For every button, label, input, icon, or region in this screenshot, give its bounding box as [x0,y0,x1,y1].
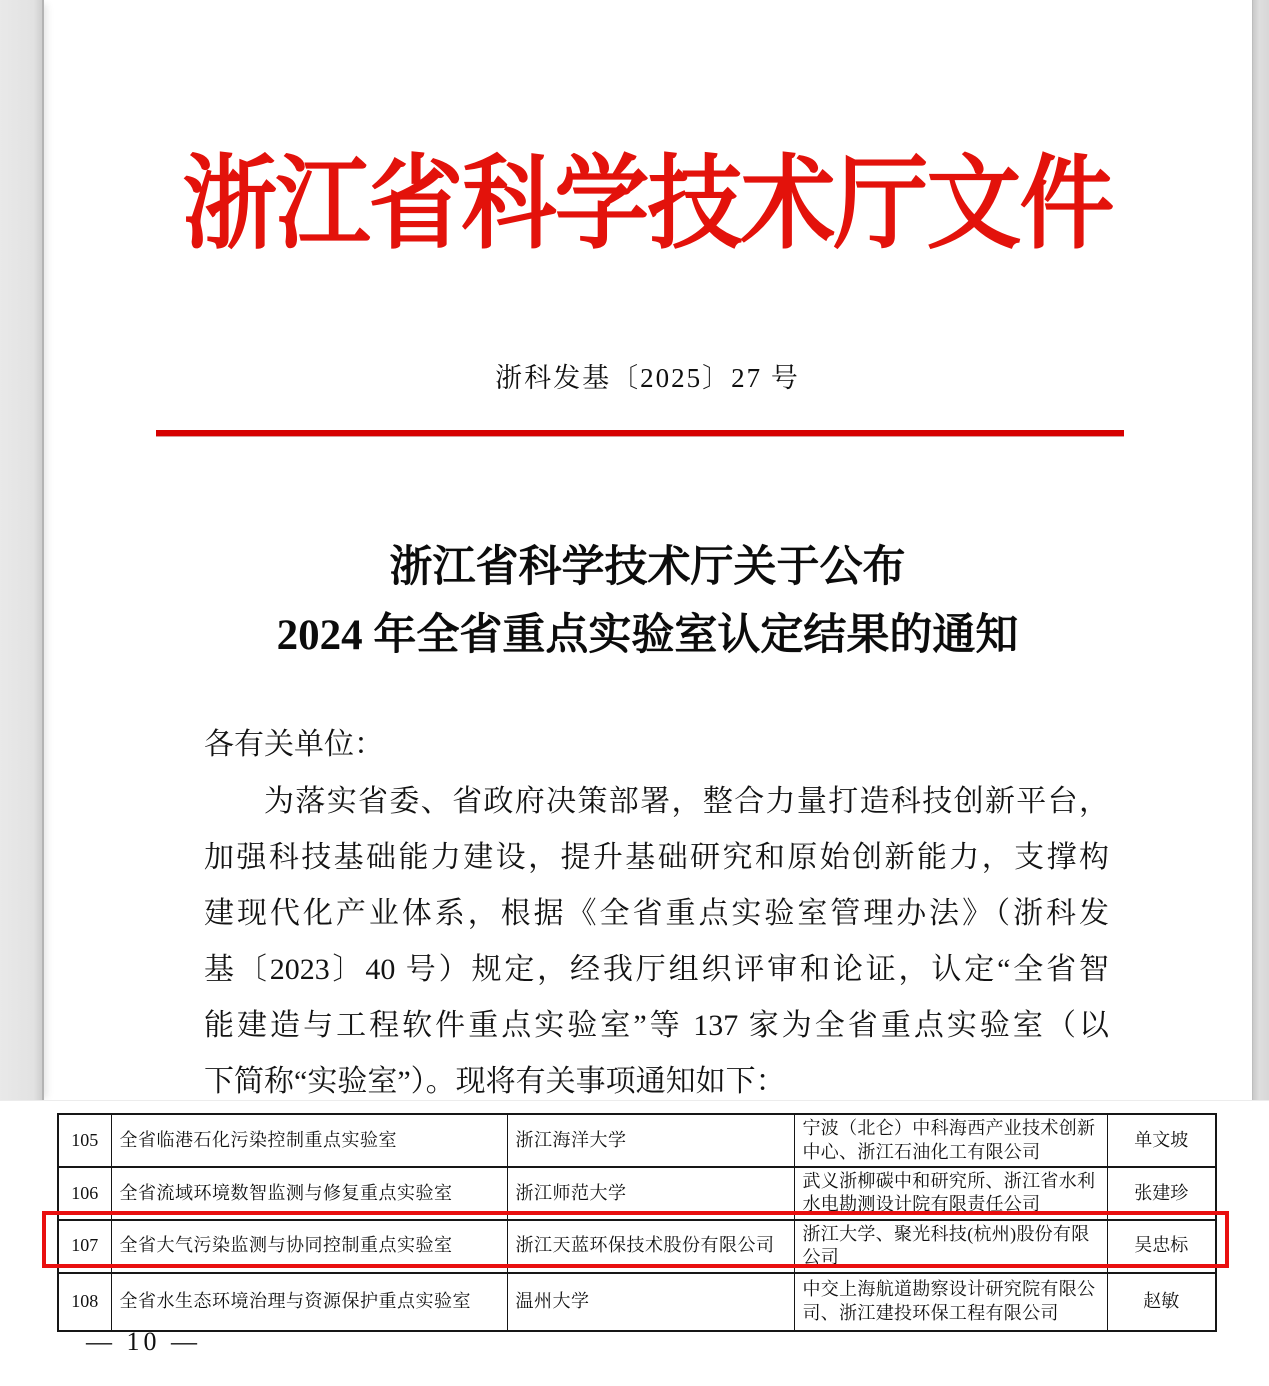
lab-name: 全省水生态环境治理与资源保护重点实验室 [111,1273,507,1331]
partner-orgs: 中交上海航道勘察设计研究院有限公司、浙江建投环保工程有限公司 [794,1273,1107,1331]
director-name: 单文坡 [1107,1114,1216,1167]
row-number: 105 [58,1114,111,1167]
partner-orgs: 浙江大学、聚光科技(杭州)股份有限公司 [794,1220,1107,1273]
body-line: 能建造与工程软件重点实验室”等 137 家为全省重点实验室（以 [204,1009,1109,1042]
table-row-highlighted [58,1220,1216,1273]
body-line: 建现代化产业体系，根据《全省重点实验室管理办法》（浙科发 [204,897,1109,930]
page-number: — 10 — [86,1327,201,1356]
body-line: 基〔2023〕40 号）规定，经我厅组织评审和论证，认定“全省智 [204,953,1109,986]
host-org: 浙江海洋大学 [507,1114,794,1167]
lab-name: 全省大气污染监测与协同控制重点实验室 [111,1220,507,1273]
lab-name: 全省临港石化污染控制重点实验室 [111,1114,507,1167]
table-row [58,1114,1216,1167]
doc-number: 浙科发基〔2025〕27 号 [495,363,800,393]
right-page-edge [1252,0,1269,1102]
director-name: 赵敏 [1107,1273,1216,1331]
results-table [57,1113,1217,1332]
row-number: 106 [58,1167,111,1220]
partner-orgs: 宁波（北仑）中科海西产业技术创新中心、浙江石油化工有限公司 [794,1114,1107,1167]
host-org: 温州大学 [507,1273,794,1331]
body-line: 加强科技基础能力建设，提升基础研究和原始创新能力，支撑构 [204,841,1109,874]
body-line: 下简称“实验室”）。现将有关事项通知如下： [204,1065,786,1098]
director-name: 吴忠标 [1107,1220,1216,1273]
results-table-section [0,1100,1269,1386]
document-body [44,0,1251,1102]
salutation: 各有关单位： [204,728,384,761]
row-number: 107 [58,1220,111,1273]
red-divider-line [156,430,1124,436]
left-page-edge [0,0,44,1102]
table-row [58,1273,1216,1331]
row-number: 108 [58,1273,111,1331]
table-row [58,1167,1216,1220]
letterhead-title: 浙江省科学技术厅文件 [182,149,1113,262]
partner-orgs: 武义浙柳碳中和研究所、浙江省水利水电勘测设计院有限责任公司 [794,1167,1107,1220]
lab-name: 全省流域环境数智监测与修复重点实验室 [111,1167,507,1220]
host-org: 浙江天蓝环保技术股份有限公司 [507,1220,794,1273]
body-line: 为落实省委、省政府决策部署，整合力量打造科技创新平台， [264,785,1109,818]
notice-title-line1: 浙江省科学技术厅关于公布 [389,544,906,591]
notice-title-line2: 2024 年全省重点实验室认定结果的通知 [276,612,1019,659]
host-org: 浙江师范大学 [507,1167,794,1220]
director-name: 张建珍 [1107,1167,1216,1220]
